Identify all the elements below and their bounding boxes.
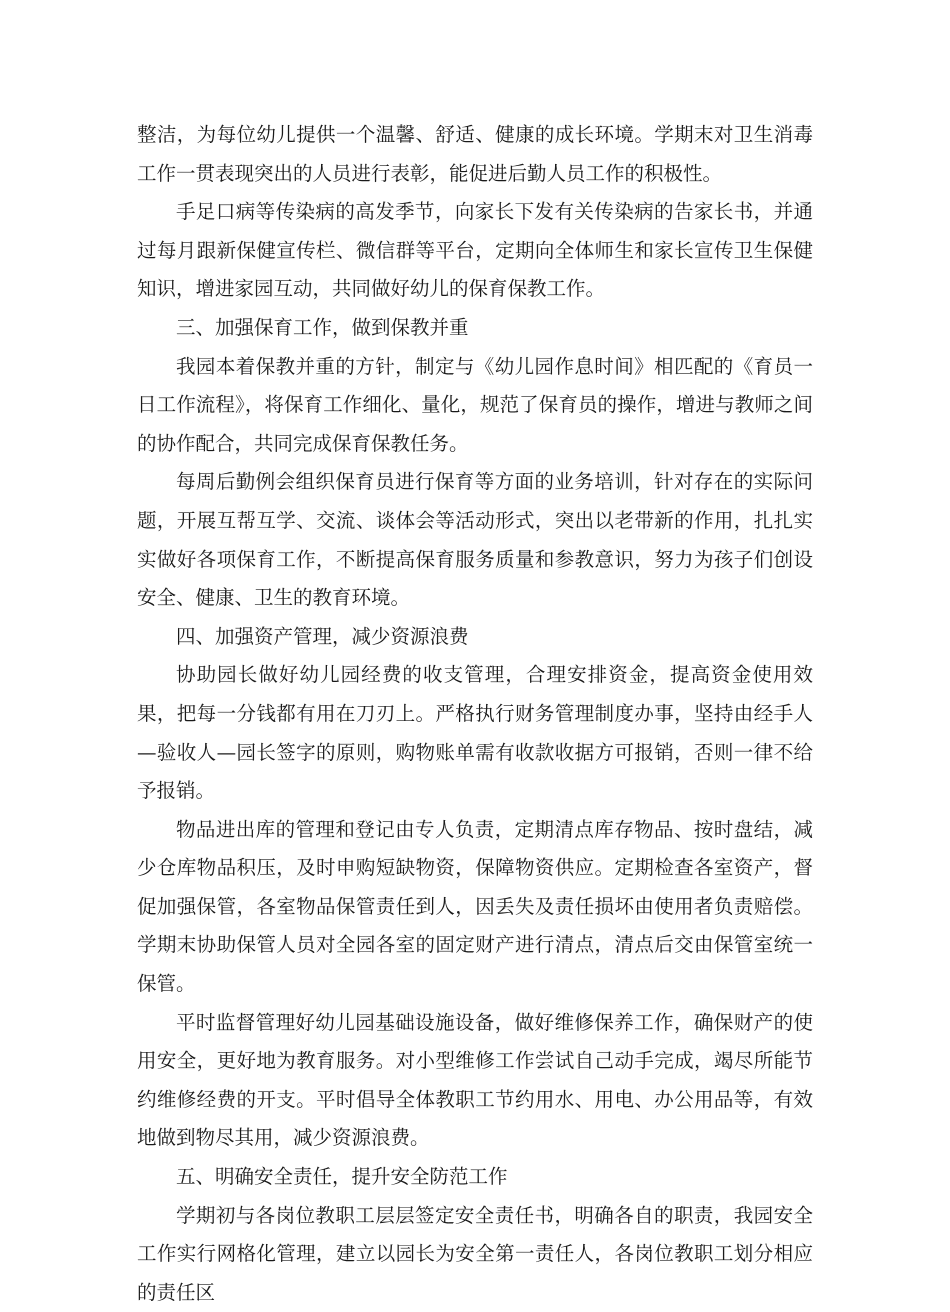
section-heading-childcare: 三、加强保育工作，做到保教并重 bbox=[176, 315, 469, 339]
paragraph-inventory-management: 物品进出库的管理和登记由专人负责，定期清点库存物品、按时盘结，减少仓库物品积压，及时申购短缺物资，保障物资供应。定期检查各室资产，督促加强保管，各室物品保管责任到人，因丢失及责任损坏由使用者负责赔偿。学期末协助保管人员对全园各室的固定财产进行清点，清点后交由保管室统一保管。 bbox=[137, 817, 813, 996]
paragraph-childcare-policy: 我园本着保教并重的方针，制定与《幼儿园作息时间》相匹配的《育员一日工作流程》，将保育工作细化、量化，规范了保育员的操作，增进与教师之间的协作配合，共同完成保育保教任务。 bbox=[137, 354, 813, 455]
paragraph-disease-prevention: 手足口病等传染病的高发季节，向家长下发有关传染病的告家长书，并通过每月跟新保健宣传栏、微信群等平台，定期向全体师生和家长宣传卫生保健知识，增进家园互动，共同做好幼儿的保育保教工作。 bbox=[137, 200, 813, 301]
section-heading-safety: 五、明确安全责任，提升安全防范工作 bbox=[176, 1165, 508, 1189]
paragraph-facility-maintenance: 平时监督管理好幼儿园基础设施设备，做好维修保养工作，确保财产的使用安全，更好地为教育服务。对小型维修工作尝试自己动手完成，竭尽所能节约维修经费的开支。平时倡导全体教职工节约用水、用电、办公用品等，有效地做到物尽其用，减少资源浪费。 bbox=[137, 1010, 813, 1150]
document-body bbox=[137, 116, 813, 1312]
paragraph-safety-responsibility: 学期初与各岗位教职工层层签定安全责任书，明确各自的职责，我园安全工作实行网格化管理，建立以园长为安全第一责任人，各岗位教职工划分相应的责任区 bbox=[137, 1203, 813, 1304]
paragraph-finance-management: 协助园长做好幼儿园经费的收支管理，合理安排资金，提高资金使用效果，把每一分钱都有用在刀刃上。严格执行财务管理制度办事，坚持由经手人—验收人—园长签字的原则，购物账单需有收款收据方可报销，否则一律不给予报销。 bbox=[137, 663, 813, 803]
paragraph-childcare-training: 每周后勤例会组织保育员进行保育等方面的业务培训，针对存在的实际问题，开展互帮互学、交流、谈体会等活动形式，突出以老带新的作用，扎扎实实做好各项保育工作，不断提高保育服务质量和参教意识，努力为孩子们创设安全、健康、卫生的教育环境。 bbox=[137, 470, 813, 610]
paragraph-hygiene-continued: 整洁，为每位幼儿提供一个温馨、舒适、健康的成长环境。学期末对卫生消毒工作一贯表现突出的人员进行表彰，能促进后勤人员工作的积极性。 bbox=[137, 123, 813, 185]
section-heading-assets: 四、加强资产管理，减少资源浪费 bbox=[176, 624, 469, 648]
